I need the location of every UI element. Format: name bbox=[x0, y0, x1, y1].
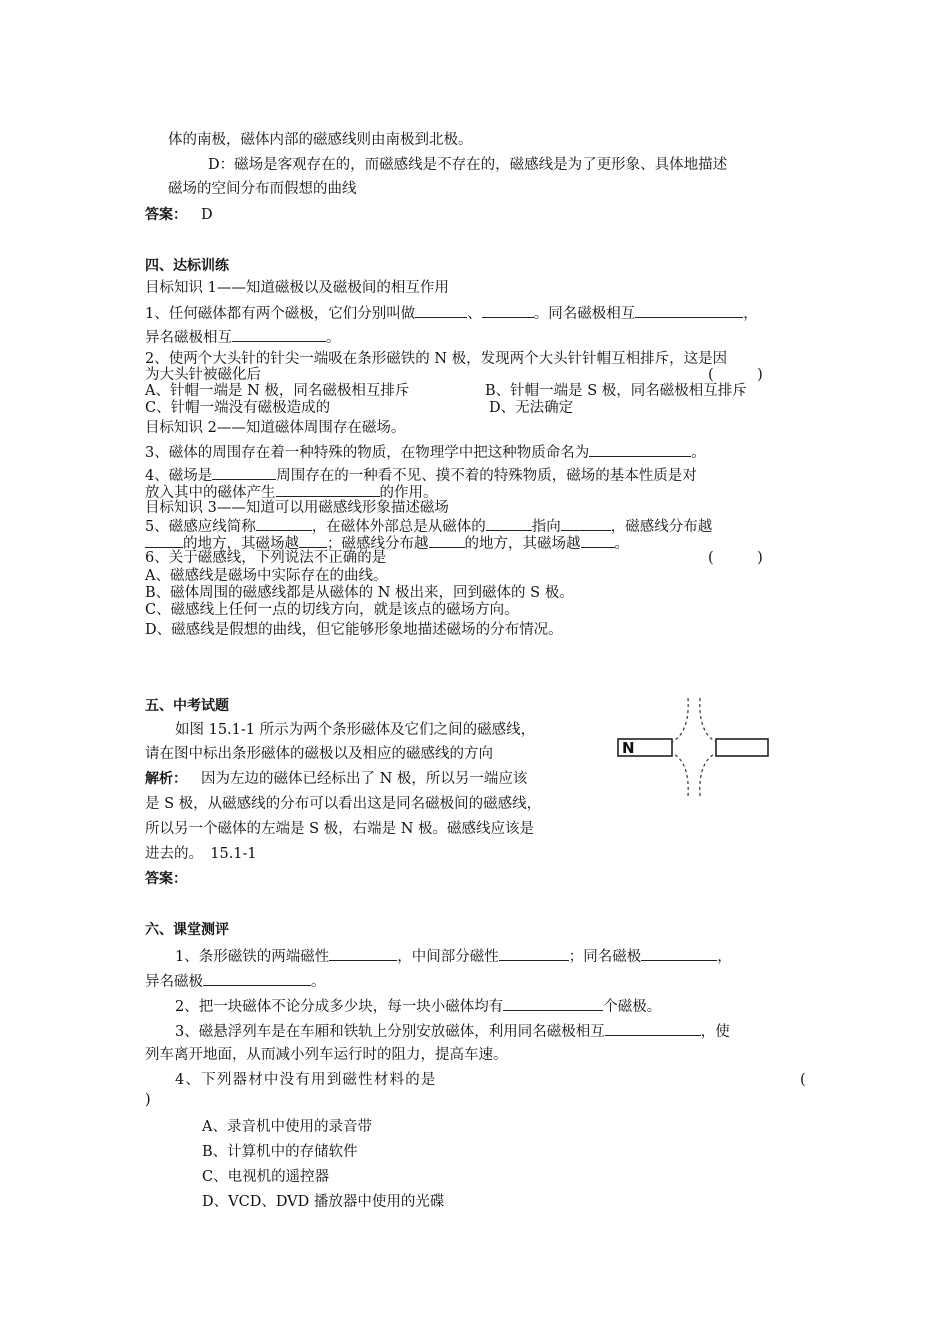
blank[interactable] bbox=[299, 533, 327, 548]
blank[interactable] bbox=[605, 1021, 701, 1036]
blank[interactable] bbox=[415, 303, 467, 318]
top-line-1: 体的南极，磁体内部的磁感线则由南极到北极。 bbox=[168, 132, 473, 148]
s5-paragraph-1: 如图 15.1-1 所示为两个条形磁体及它们之间的磁感线， bbox=[175, 722, 536, 738]
s6-question-3-cont: 列车离开地面，从而减小列车运行时的阻力，提高车速。 bbox=[145, 1047, 508, 1063]
s5-analysis-3: 所以另一个磁体的左端是 S 极，右端是 N 极。磁感线应该是 bbox=[145, 821, 535, 837]
s4-q2-option-d: D、无法确定 bbox=[489, 400, 574, 416]
blank[interactable] bbox=[256, 516, 312, 531]
blank[interactable] bbox=[255, 971, 311, 986]
s4-q2-option-c: C、针帽一端没有磁极造成的 bbox=[145, 400, 331, 416]
s6-q4-option-d: D、VCD、DVD 播放器中使用的光碟 bbox=[202, 1194, 445, 1210]
s4-question-1: 1、任何磁体都有两个磁极，它们分别叫做 、 。同名磁极相互 ， bbox=[145, 303, 758, 323]
s6-q4-option-c: C、电视机的遥控器 bbox=[202, 1169, 330, 1185]
answer-label: 答案： bbox=[145, 207, 187, 223]
s4-question-3: 3、磁体的周围存在着一种特殊的物质，在物理学中把这种物质命名为 。 bbox=[145, 442, 706, 462]
section-4-heading: 四、达标训练 bbox=[145, 258, 229, 274]
blank[interactable] bbox=[329, 946, 397, 961]
s6-question-1: 1、条形磁铁的两端磁性 ，中间部分磁性 ；同名磁极 ， bbox=[175, 946, 732, 966]
s4-question-1-cont: 异名磁极相互 。 bbox=[145, 327, 341, 347]
blank[interactable] bbox=[581, 533, 615, 548]
blank[interactable] bbox=[561, 516, 611, 531]
field-line bbox=[672, 753, 688, 796]
s5-analysis-2: 是 S 极，从磁感线的分布可以看出这是同名磁极间的磁感线， bbox=[145, 796, 542, 812]
s5-paragraph-2: 请在图中标出条形磁体的磁极以及相应的磁感线的方向 bbox=[145, 746, 493, 762]
field-line bbox=[700, 698, 716, 742]
s5-analysis-4: 进去的。 15.1-1 bbox=[145, 846, 257, 862]
s4-question-2: 2、使两个大头针的针尖一端吸在条形磁铁的 N 极，发现两个大头针针帽互相排斥，这是因 bbox=[145, 351, 728, 367]
s4-question-4: 4、磁场是 周围存在的一种看不见、摸不着的特殊物质，磁场的基本性质是对 bbox=[145, 465, 697, 485]
s4-q2-option-b: B、针帽一端是 S 极，同名磁极相互排斥 bbox=[485, 383, 747, 399]
blank[interactable] bbox=[145, 533, 183, 548]
magnet-figure bbox=[608, 692, 778, 802]
s6-question-3: 3、磁悬浮列车是在车厢和铁轨上分别安放磁体，利用同名磁极相互 ，使 bbox=[175, 1021, 730, 1041]
s6-q4-option-b: B、计算机中的存储软件 bbox=[202, 1144, 358, 1160]
s4-q6-option-a: A、磁感线是磁场中实际存在的曲线。 bbox=[145, 568, 388, 584]
s4-q6-option-b: B、磁体周围的磁感线都是从磁体的 N 极出来，回到磁体的 S 极。 bbox=[145, 585, 574, 601]
s6-question-1-cont: 异名磁极 。 bbox=[145, 971, 326, 991]
section-6-heading: 六、课堂测评 bbox=[145, 922, 229, 938]
blank[interactable] bbox=[641, 946, 717, 961]
answer-paren-open: ( bbox=[800, 1072, 806, 1088]
s6-question-2: 2、把一块磁体不论分成多少块，每一块小磁体均有 个磁极。 bbox=[175, 996, 661, 1016]
goal-1: 目标知识 1——知道磁极以及磁极间的相互作用 bbox=[145, 280, 449, 296]
field-lines bbox=[672, 698, 716, 796]
s6-q4-option-a: A、录音机中使用的录音带 bbox=[202, 1119, 372, 1135]
blank[interactable] bbox=[635, 303, 743, 318]
goal-3: 目标知识 3——知道可以用磁感线形象描述磁场 bbox=[145, 500, 449, 516]
blank[interactable] bbox=[212, 465, 276, 480]
s5-answer-label: 答案： bbox=[145, 871, 187, 887]
north-pole-label: N bbox=[622, 739, 635, 757]
field-line bbox=[672, 698, 688, 742]
s4-q2-option-a: A、针帽一端是 N 极，同名磁极相互排斥 bbox=[145, 383, 410, 399]
top-line-3: 磁场的空间分布而假想的曲线 bbox=[168, 181, 357, 197]
blank[interactable] bbox=[503, 996, 603, 1011]
blank[interactable] bbox=[203, 971, 255, 986]
blank[interactable] bbox=[429, 533, 465, 548]
s5-analysis-1: 解析： 因为左边的磁体已经标出了 N 极，所以另一端应该 bbox=[145, 771, 528, 787]
answer-paren: ( ) bbox=[708, 550, 763, 566]
s4-question-2-cont: 为大头针被磁化后 bbox=[145, 367, 261, 383]
answer-paren-close: ) bbox=[145, 1092, 151, 1108]
s4-question-5-cont: 的地方，其磁场越 ；磁感线分布越 的地方，其磁场越 。 bbox=[145, 533, 629, 553]
blank[interactable] bbox=[482, 303, 534, 318]
blank[interactable] bbox=[499, 946, 569, 961]
right-bar-magnet bbox=[716, 739, 768, 756]
analysis-label: 解析： bbox=[145, 771, 187, 787]
s4-question-6: 6、关于磁感线，下列说法不正确的是 bbox=[145, 550, 387, 566]
section-5-heading: 五、中考试题 bbox=[145, 698, 229, 714]
s4-q6-option-d: D、磁感线是假想的曲线，但它能够形象地描述磁场的分布情况。 bbox=[145, 622, 563, 638]
blank[interactable] bbox=[276, 482, 380, 497]
s4-question-5: 5、磁感应线简称 ，在磁体外部总是从磁体的 指向 ，磁感线分布越 bbox=[145, 516, 712, 536]
answer-paren: ( ) bbox=[708, 367, 763, 383]
blank[interactable] bbox=[486, 516, 532, 531]
top-line-2: D：磁场是客观存在的，而磁感线是不存在的，磁感线是为了更形象、具体地描述 bbox=[208, 157, 728, 173]
s4-q6-option-c: C、磁感线上任何一点的切线方向，就是该点的磁场方向。 bbox=[145, 602, 519, 618]
s4-question-4-cont: 放入其中的磁体产生 的作用。 bbox=[145, 482, 438, 502]
blank[interactable] bbox=[232, 327, 326, 342]
field-line bbox=[700, 753, 716, 796]
blank[interactable] bbox=[589, 442, 691, 457]
answer-value: D bbox=[201, 207, 213, 223]
goal-2: 目标知识 2——知道磁体周围存在磁场。 bbox=[145, 420, 406, 436]
top-answer bbox=[145, 206, 213, 224]
s6-question-4: 4、下列器材中没有用到磁性材料的是 bbox=[175, 1072, 437, 1088]
